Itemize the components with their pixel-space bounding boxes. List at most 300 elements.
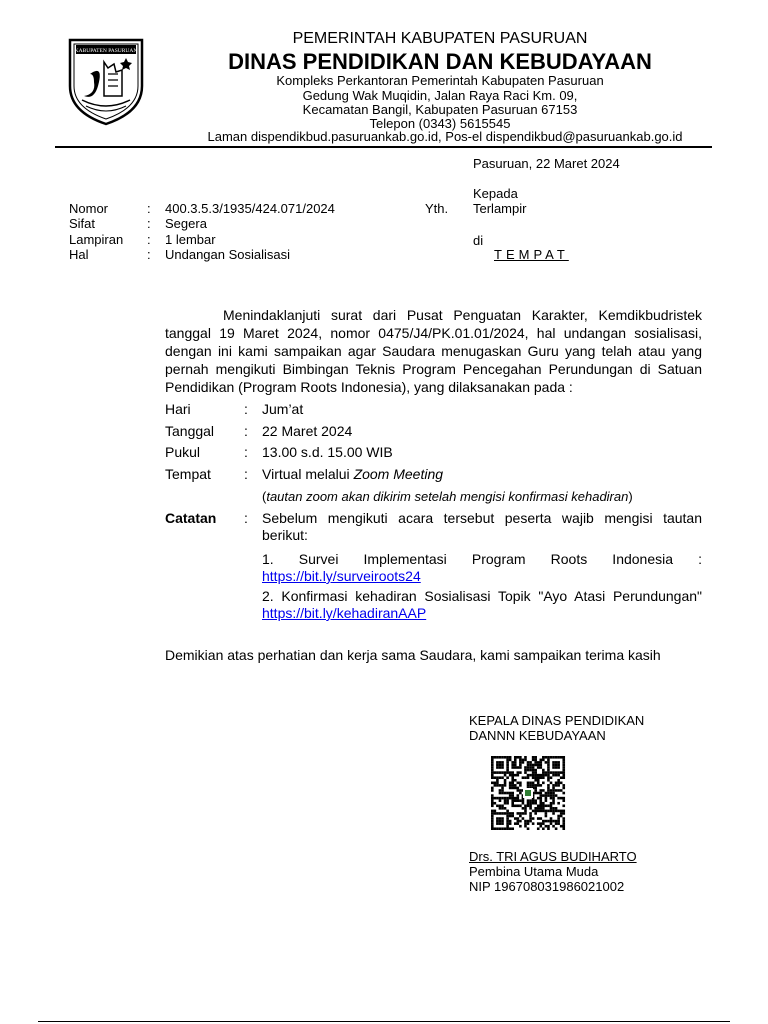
qr-module [545,771,548,774]
qr-module [494,771,497,774]
qr-module [506,815,509,818]
qr-module [511,761,514,764]
qr-module [504,827,507,830]
event-colon: : [244,423,248,439]
signatory-nip: NIP 196708031986021002 [469,879,625,894]
qr-module [504,771,507,774]
qr-module [496,804,499,807]
qr-module [491,766,494,769]
qr-module [496,817,499,820]
qr-module [499,792,502,795]
qr-module [527,769,530,772]
qr-module [491,782,494,785]
qr-module [517,756,520,759]
letterhead-government: PEMERINTAH KABUPATEN PASURUAN [292,30,588,47]
qr-module [529,784,532,787]
qr-module [496,771,499,774]
qr-module [517,822,520,825]
qr-module [545,797,548,800]
qr-module [511,804,514,807]
qr-module [537,810,540,813]
qr-module [557,756,560,759]
qr-module [545,815,548,818]
qr-module [501,804,504,807]
qr-module [514,761,517,764]
qr-module [560,825,563,828]
qr-module [491,820,494,823]
qr-module [529,766,532,769]
qr-module [555,764,558,767]
qr-module [542,807,545,810]
qr-module [532,822,535,825]
qr-module [542,822,545,825]
qr-module [562,756,565,759]
qr-module [519,825,522,828]
qr-module [496,797,499,800]
qr-module [550,807,553,810]
tempat-zoom-text: Zoom Meeting [353,466,444,482]
qr-module [519,761,522,764]
qr-module [539,792,542,795]
body-paragraph-text: Menindaklanjuti surat dari Pusat Penguatan Karakter, Kemdikbudristek tanggal 19 Maret 2024, nomor 0475/J4/PK.01.01/2024, hal undangan sosialisasi, dengan ini kami sampaikan agar Saudara menugaskan Guru yang telah atau yang pernah mengikuti Bimbingan Teknis Program Pencegahan Perundungan di Satuan Pendidikan (Program Roots Indonesia), yang dilaksanakan pada : [165,307,702,395]
qr-module [504,807,507,810]
qr-module [509,771,512,774]
zoom-note-open: ( [262,489,267,504]
qr-module [509,774,512,777]
qr-module [539,802,542,805]
qr-module [511,792,514,795]
qr-module [509,792,512,795]
qr-module [532,769,535,772]
qr-module [560,771,563,774]
qr-module [539,822,542,825]
qr-module [527,766,530,769]
qr-module [550,794,553,797]
recipient: Terlampir [473,201,527,216]
qr-module [562,764,565,767]
qr-module [514,766,517,769]
qr-module [501,761,504,764]
qr-module [542,827,545,830]
qr-module [499,776,502,779]
qr-module [491,815,494,818]
qr-module [537,764,540,767]
qr-module [537,807,540,810]
qr-module [501,766,504,769]
kepada-label: Kepada [473,186,518,201]
qr-module [532,776,535,779]
qr-module [532,817,535,820]
qr-module [532,771,535,774]
qr-module [532,756,535,759]
qr-module [547,759,550,762]
qr-module [539,789,542,792]
qr-module [504,792,507,795]
qr-module [539,817,542,820]
qr-module [534,789,537,792]
qr-module [514,804,517,807]
qr-module [517,812,520,815]
qr-module [532,774,535,777]
signatory-title-line1: KEPALA DINAS PENDIDIKAN [469,713,645,728]
qr-module [517,817,520,820]
qr-module [545,820,548,823]
qr-module [562,822,565,825]
qr-module [514,787,517,790]
qr-module [532,764,535,767]
qr-module [501,820,504,823]
qr-module [504,756,507,759]
qr-module [506,802,509,805]
qr-module [519,771,522,774]
qr-module [496,782,499,785]
qr-module [517,787,520,790]
qr-module [511,774,514,777]
qr-module [499,822,502,825]
closing-sentence: Demikian atas perhatian dan kerja sama Saudara, kami sampaikan terima kasih [165,647,661,663]
qr-module [562,812,565,815]
qr-module [491,759,494,762]
qr-module [509,812,512,815]
qr-module [555,827,558,830]
signatory-rank: Pembina Utama Muda [469,864,599,879]
qr-module [557,817,560,820]
qr-module [557,815,560,818]
qr-module [557,766,560,769]
qr-module [555,820,558,823]
qr-module [545,810,548,813]
qr-module [517,782,520,785]
qr-module [539,784,542,787]
qr-module [514,784,517,787]
qr-module [534,761,537,764]
qr-module [529,817,532,820]
qr-module [506,812,509,815]
qr-module [555,794,558,797]
qr-module [550,771,553,774]
event-value-pukul: 13.00 s.d. 15.00 WIB [262,444,393,460]
qr-module [562,776,565,779]
letterhead-phone: Telepon (0343) 5615545 [369,116,511,131]
field-label-lampiran: Lampiran [69,232,124,247]
qr-module [499,756,502,759]
qr-module [506,825,509,828]
qr-module [501,776,504,779]
qr-module [506,817,509,820]
qr-module [555,774,558,777]
qr-module [552,797,555,800]
qr-module [529,815,532,818]
qr-module [560,797,563,800]
qr-module [550,789,553,792]
body-paragraph [165,306,702,396]
qr-module [552,766,555,769]
qr-module [527,822,530,825]
qr-module [501,764,504,767]
qr-module [494,827,497,830]
qr-module [537,804,540,807]
qr-module [552,802,555,805]
qr-module [534,756,537,759]
field-colon: : [147,247,151,262]
qr-module [545,825,548,828]
qr-module [545,774,548,777]
qr-module [529,764,532,767]
qr-module [539,797,542,800]
qr-module [501,797,504,800]
qr-module [511,779,514,782]
attendance-link[interactable]: https://bit.ly/kehadiranAAP [262,605,427,621]
letterhead-address-line3: Kecamatan Bangil, Kabupaten Pasuruan 67153 [302,102,578,117]
qr-module [552,787,555,790]
qr-module [501,827,504,830]
qr-module [557,784,560,787]
qr-module [509,820,512,823]
qr-module [537,792,540,795]
qr-module [506,797,509,800]
page-bottom-line [38,1021,730,1022]
qr-module [499,820,502,823]
qr-module [542,789,545,792]
qr-module [555,810,558,813]
qr-module [545,756,548,759]
qr-module [560,812,563,815]
qr-module [547,827,550,830]
qr-module [562,817,565,820]
qr-module [555,822,558,825]
qr-module [534,774,537,777]
qr-module [491,810,494,813]
qr-module [552,825,555,828]
qr-module [504,779,507,782]
qr-module [539,761,542,764]
qr-module [547,810,550,813]
yth-label: Yth. [425,201,449,216]
field-label-sifat: Sifat [69,216,96,231]
event-label-hari: Hari [165,401,191,417]
qr-module [506,764,509,767]
qr-module [499,817,502,820]
qr-module [519,789,522,792]
field-value-lampiran: 1 lembar [165,232,216,247]
survey-item [262,551,702,585]
qr-module [539,807,542,810]
qr-module [547,756,550,759]
qr-module [511,812,514,815]
qr-module [547,825,550,828]
field-colon: : [147,216,151,231]
qr-module [552,792,555,795]
qr-module [562,787,565,790]
qr-module [534,779,537,782]
qr-module [547,764,550,767]
qr-module [522,817,525,820]
qr-module [552,774,555,777]
qr-module [550,776,553,779]
qr-module [557,797,560,800]
qr-module [550,756,553,759]
qr-module [527,827,530,830]
qr-module [529,769,532,772]
qr-module [534,759,537,762]
qr-module [542,794,545,797]
qr-module [494,810,497,813]
qr-module [511,787,514,790]
qr-module [524,820,527,823]
qr-module [519,792,522,795]
qr-module [542,776,545,779]
qr-module [542,782,545,785]
qr-module [494,776,497,779]
qr-module [562,784,565,787]
qr-module [496,784,499,787]
event-colon: : [244,444,248,460]
qr-module [552,810,555,813]
qr-module [491,812,494,815]
qr-module [506,810,509,813]
qr-module [506,761,509,764]
qr-module [511,815,514,818]
qr-module [499,764,502,767]
qr-module [557,789,560,792]
svg-text:KABUPATEN PASURUAN: KABUPATEN PASURUAN [74,48,138,54]
qr-module [542,771,545,774]
field-value-hal: Undangan Sosialisasi [165,247,291,262]
qr-module [517,799,520,802]
qr-module [555,782,558,785]
letterhead-web-email: Laman dispendikbud.pasuruankab.go.id, Pos-el dispendikbud@pasuruankab.go.id [207,129,683,144]
qr-module [511,782,514,785]
qr-module [562,774,565,777]
qr-module [527,784,530,787]
qr-module [527,802,530,805]
qr-module [517,771,520,774]
qr-module [491,817,494,820]
qr-module [557,764,560,767]
qr-module [519,815,522,818]
qr-module [491,776,494,779]
qr-module [555,784,558,787]
qr-module [529,820,532,823]
qr-module [491,797,494,800]
qr-module [517,820,520,823]
qr-module [534,802,537,805]
qr-module [547,766,550,769]
qr-module [494,756,497,759]
event-label-pukul: Pukul [165,444,201,460]
qr-module [524,766,527,769]
qr-module [509,815,512,818]
qr-module [552,761,555,764]
qr-module [545,794,548,797]
qr-module [524,804,527,807]
qr-module [557,771,560,774]
qr-module [491,799,494,802]
qr-module [524,812,527,815]
qr-module [527,761,530,764]
qr-module [491,756,494,759]
qr-module [501,792,504,795]
qr-module [494,797,497,800]
qr-module [514,822,517,825]
qr-center-emblem-icon [525,790,531,796]
qr-module [552,799,555,802]
survey-link[interactable]: https://bit.ly/surveiroots24 [262,568,421,584]
qr-module [532,802,535,805]
qr-module [547,779,550,782]
qr-module [557,761,560,764]
qr-module [534,787,537,790]
qr-module [547,774,550,777]
qr-module [494,784,497,787]
qr-module [519,764,522,767]
qr-module [519,766,522,769]
qr-module [494,782,497,785]
qr-module [504,812,507,815]
qr-module [527,776,530,779]
qr-module [491,789,494,792]
qr-module [529,812,532,815]
field-label-hal: Hal [69,247,89,262]
qr-module [560,782,563,785]
qr-module [527,820,530,823]
qr-module [529,799,532,802]
field-colon: : [147,232,151,247]
catatan-colon: : [244,510,248,526]
qr-module [562,825,565,828]
qr-module [491,771,494,774]
qr-module [560,810,563,813]
qr-module [547,769,550,772]
qr-module [529,774,532,777]
qr-module [524,759,527,762]
qr-module [532,810,535,813]
qr-module [555,789,558,792]
qr-module [499,797,502,800]
qr-module [532,766,535,769]
qr-module [501,789,504,792]
qr-module [557,802,560,805]
qr-module [499,766,502,769]
qr-module [545,804,548,807]
qr-module [501,817,504,820]
qr-module [517,774,520,777]
qr-module [506,792,509,795]
qr-module [552,771,555,774]
qr-module [550,802,553,805]
qr-module [491,825,494,828]
qr-module [539,794,542,797]
qr-module [550,782,553,785]
qr-module [491,822,494,825]
qr-module [557,822,560,825]
qr-module [506,769,509,772]
qr-module [509,794,512,797]
qr-module [524,810,527,813]
qr-module [562,761,565,764]
qr-module [509,756,512,759]
place-date: Pasuruan, 22 Maret 2024 [473,156,620,171]
qr-module [537,766,540,769]
qr-module [539,804,542,807]
qr-module [557,774,560,777]
qr-module [539,766,542,769]
qr-module [496,761,499,764]
qr-module [560,756,563,759]
qr-module [491,764,494,767]
qr-module [562,769,565,772]
qr-module [524,756,527,759]
